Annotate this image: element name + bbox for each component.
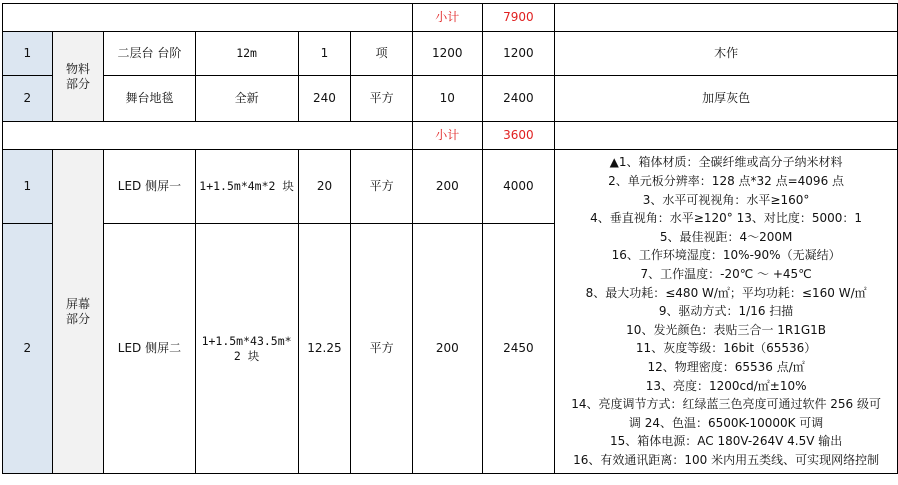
spec-line: 调 24、色温：6500K-10000K 可调 xyxy=(628,415,824,430)
spec-line: ▲1、箱体材质：全碳纤维或高分子纳米材料 xyxy=(609,155,843,170)
subtotal-value: 7900 xyxy=(482,4,555,32)
item-spec: 12m xyxy=(195,32,298,76)
blank-cell xyxy=(555,122,898,150)
item-name: LED 侧屏二 xyxy=(104,224,195,474)
spec-line: 10、发光颜色：表贴三合一 1R1G1B xyxy=(626,322,827,337)
item-qty: 12.25 xyxy=(298,224,351,474)
item-total: 4000 xyxy=(482,150,555,224)
table-row xyxy=(3,76,898,122)
category-cell: 物料 部分 xyxy=(52,32,104,122)
spec-line: 2、单元板分辨率：128 点*32 点=4096 点 xyxy=(608,174,845,189)
item-name: 二层台 台阶 xyxy=(104,32,195,76)
spec-line: 11、灰度等级：16bit（65536） xyxy=(635,341,817,356)
spec-line: 12、物理密度：65536 点/㎡ xyxy=(647,359,805,374)
item-name: LED 侧屏一 xyxy=(104,150,195,224)
item-price: 1200 xyxy=(412,32,482,76)
quotation-table xyxy=(2,3,898,474)
category-cell: 屏幕 部分 xyxy=(52,150,104,474)
item-qty: 20 xyxy=(298,150,351,224)
spec-line: 14、亮度调节方式：红绿蓝三色亮度可通过软件 256 级可 xyxy=(571,397,882,412)
item-spec: 全新 xyxy=(195,76,298,122)
row-index: 2 xyxy=(3,224,53,474)
spec-line: 4、垂直视角：水平≥120° 13、对比度：5000：1 xyxy=(590,211,863,226)
spec-description xyxy=(555,150,898,474)
item-qty: 240 xyxy=(298,76,351,122)
subtotal-value: 3600 xyxy=(482,122,555,150)
item-price: 10 xyxy=(412,76,482,122)
item-unit: 平方 xyxy=(351,224,413,474)
blank-cell xyxy=(3,122,413,150)
row-index: 1 xyxy=(3,150,53,224)
spec-line: 5、最佳视距：4～200M xyxy=(659,229,793,244)
table-row xyxy=(3,32,898,76)
row-index: 2 xyxy=(3,76,53,122)
subtotal-row xyxy=(3,122,898,150)
item-price: 200 xyxy=(412,150,482,224)
item-total: 2450 xyxy=(482,224,555,474)
item-note: 加厚灰色 xyxy=(555,76,898,122)
spec-line: 7、工作温度：-20℃ ～ +45℃ xyxy=(640,267,812,282)
spec-line: 16、有效通讯距离：100 米内用五类线、可实现网络控制 xyxy=(573,452,880,467)
spec-line: 8、最大功耗：≤480 W/㎡；平均功耗：≤160 W/㎡ xyxy=(585,285,867,300)
item-total: 2400 xyxy=(482,76,555,122)
spec-line: 13、亮度：1200cd/㎡±10% xyxy=(645,378,807,393)
subtotal-label: 小计 xyxy=(412,122,482,150)
spec-line: 9、驱动方式：1/16 扫描 xyxy=(658,304,794,319)
subtotal-row xyxy=(3,4,898,32)
spec-line: 3、水平可视视角：水平≥160° xyxy=(642,192,810,207)
subtotal-label: 小计 xyxy=(412,4,482,32)
table-row xyxy=(3,150,898,224)
spec-line: 16、工作环境湿度：10%-90%（无凝结） xyxy=(611,248,841,263)
item-name: 舞台地毯 xyxy=(104,76,195,122)
item-unit: 平方 xyxy=(351,150,413,224)
blank-cell xyxy=(3,4,413,32)
item-note: 木作 xyxy=(555,32,898,76)
item-unit: 项 xyxy=(351,32,413,76)
spec-line: 15、箱体电源：AC 180V-264V 4.5V 输出 xyxy=(609,434,843,449)
blank-cell xyxy=(555,4,898,32)
item-price: 200 xyxy=(412,224,482,474)
item-total: 1200 xyxy=(482,32,555,76)
item-unit: 平方 xyxy=(351,76,413,122)
row-index: 1 xyxy=(3,32,53,76)
item-spec: 1+1.5m*4m*2 块 xyxy=(195,150,298,224)
item-spec: 1+1.5m*43.5m* 2 块 xyxy=(195,224,298,474)
item-qty: 1 xyxy=(298,32,351,76)
